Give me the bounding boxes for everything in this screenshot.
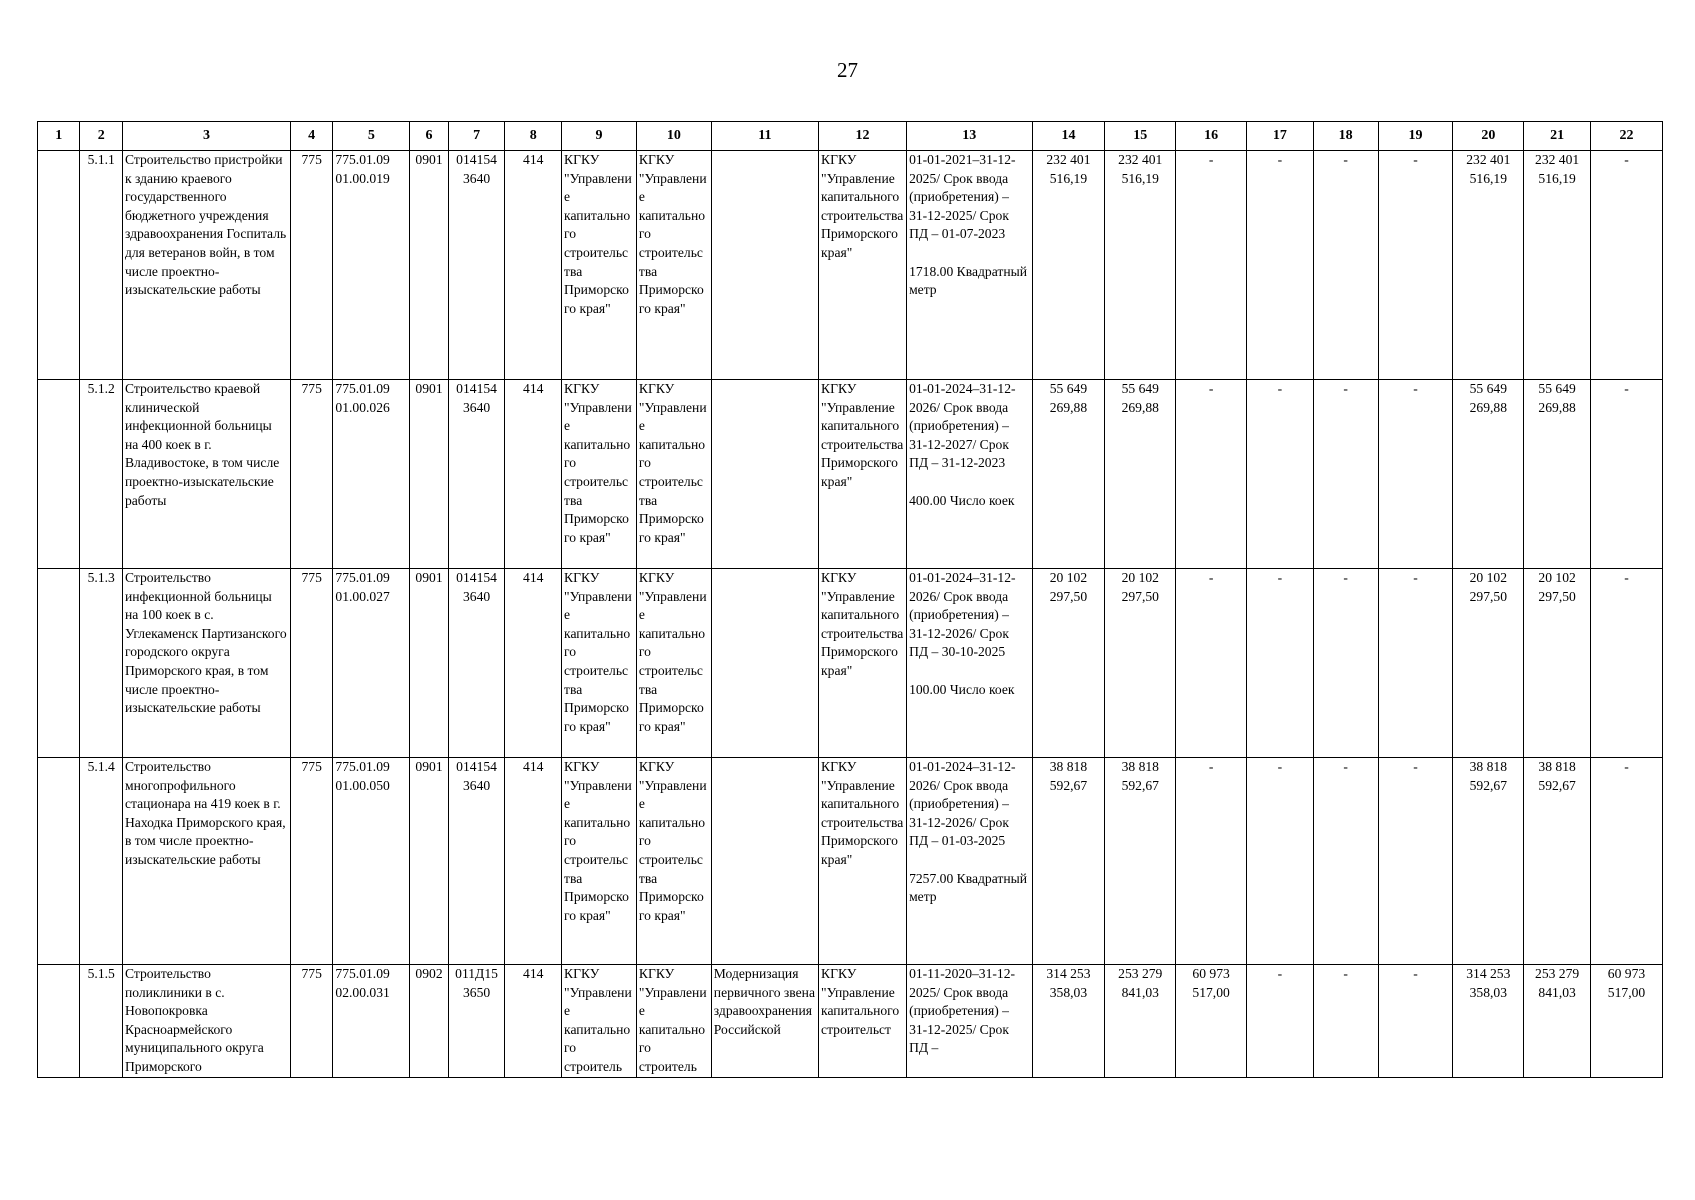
cell-amount: 20 102 297,50 (1032, 569, 1105, 758)
cell-organization: КГКУ "Управление капитального строительст (819, 965, 907, 1078)
cell-amount: 55 649 269,88 (1453, 380, 1524, 569)
col-header: 7 (448, 122, 505, 151)
cell-amount: - (1378, 569, 1453, 758)
cell-amount: - (1313, 758, 1378, 965)
cell-amount: 60 973 517,00 (1591, 965, 1663, 1078)
cell-object-name: Строительство поликлиники в с. Новопокровка Красноармейского муниципального округа Приморского (122, 965, 290, 1078)
cell-object-code: 775.01.09 01.00.026 (333, 380, 410, 569)
cell-item-number: 5.1.5 (80, 965, 122, 1078)
cell-amount: 314 253 358,03 (1032, 965, 1105, 1078)
col-header: 2 (80, 122, 122, 151)
cell-target-article: 011Д15 3650 (448, 965, 505, 1078)
col-header: 14 (1032, 122, 1105, 151)
table-row (38, 569, 1663, 758)
cell-organization: КГКУ "Управление капитального строительства Приморского края" (636, 758, 711, 965)
cell-project (711, 569, 818, 758)
cell-object-code: 775.01.09 01.00.027 (333, 569, 410, 758)
cell-amount: 38 818 592,67 (1032, 758, 1105, 965)
cell-amount: - (1591, 380, 1663, 569)
col-header: 13 (907, 122, 1032, 151)
col-header: 8 (505, 122, 562, 151)
cell-object-name: Строительство инфекционной больницы на 100 коек в с. Углекаменск Партизанского городского округа Приморского края, в том числе проектно-изыскательские работы (122, 569, 290, 758)
cell-target-article: 014154 3640 (448, 151, 505, 380)
cell-organization: КГКУ "Управление капитального строительства Приморского края" (819, 151, 907, 380)
cell-amount: 38 818 592,67 (1524, 758, 1591, 965)
col-header: 20 (1453, 122, 1524, 151)
cell-amount: 38 818 592,67 (1453, 758, 1524, 965)
col-header: 4 (290, 122, 332, 151)
col-header: 10 (636, 122, 711, 151)
col-header: 6 (410, 122, 448, 151)
header-row (38, 122, 1663, 151)
cell-amount: - (1176, 569, 1247, 758)
cell-target-article: 014154 3640 (448, 380, 505, 569)
col-header: 18 (1313, 122, 1378, 151)
cell-organization: КГКУ "Управление капитального строитель (636, 965, 711, 1078)
cell-amount: - (1247, 569, 1314, 758)
cell-section: 0901 (410, 380, 448, 569)
cell-code: 775 (290, 758, 332, 965)
cell-object-code: 775.01.09 01.00.050 (333, 758, 410, 965)
cell-amount: 55 649 269,88 (1105, 380, 1176, 569)
cell-amount: 314 253 358,03 (1453, 965, 1524, 1078)
cell-organization: КГКУ "Управление капитального строительства Приморского края" (562, 380, 637, 569)
col-header: 12 (819, 122, 907, 151)
cell-amount: 60 973 517,00 (1176, 965, 1247, 1078)
cell-amount: - (1247, 758, 1314, 965)
cell-object-name: Строительство пристройки к зданию краевого государственного бюджетного учреждения здравоохранения Госпиталь для ветеранов войн, в том числе проектно-изыскательские работы (122, 151, 290, 380)
cell-amount: 232 401 516,19 (1524, 151, 1591, 380)
cell-target-article: 014154 3640 (448, 569, 505, 758)
cell-organization: КГКУ "Управление капитального строительства Приморского края" (636, 151, 711, 380)
cell-amount: - (1591, 569, 1663, 758)
cell-object-code: 775.01.09 02.00.031 (333, 965, 410, 1078)
cell-terms: 01-01-2024–31-12-2026/ Срок ввода (приобретения) – 31-12-2026/ Срок ПД – 30-10-2025 100.00 Число коек (907, 569, 1032, 758)
cell-project (711, 151, 818, 380)
cell-amount: - (1176, 758, 1247, 965)
col-header: 22 (1591, 122, 1663, 151)
cell-target-article: 014154 3640 (448, 758, 505, 965)
cell-amount: - (1313, 151, 1378, 380)
cell-amount: - (1378, 380, 1453, 569)
col-header: 9 (562, 122, 637, 151)
cell-terms: 01-01-2021–31-12-2025/ Срок ввода (приобретения) – 31-12-2025/ Срок ПД – 01-07-2023 1718.00 Квадратный метр (907, 151, 1032, 380)
cell-amount: 232 401 516,19 (1032, 151, 1105, 380)
cell-amount: - (1591, 151, 1663, 380)
cell-amount: 232 401 516,19 (1105, 151, 1176, 380)
cell-code: 775 (290, 965, 332, 1078)
cell-section: 0902 (410, 965, 448, 1078)
cell-terms: 01-01-2024–31-12-2026/ Срок ввода (приобретения) – 31-12-2026/ Срок ПД – 01-03-2025 7257.00 Квадратный метр (907, 758, 1032, 965)
col-header: 17 (1247, 122, 1314, 151)
cell-amount: - (1378, 758, 1453, 965)
cell-index (38, 151, 80, 380)
cell-amount: 20 102 297,50 (1105, 569, 1176, 758)
cell-organization: КГКУ "Управление капитального строительства Приморского края" (636, 569, 711, 758)
cell-index (38, 380, 80, 569)
col-header: 19 (1378, 122, 1453, 151)
col-header: 3 (122, 122, 290, 151)
cell-amount: - (1378, 965, 1453, 1078)
col-header: 11 (711, 122, 818, 151)
col-header: 1 (38, 122, 80, 151)
cell-organization: КГКУ "Управление капитального строительства Приморского края" (819, 758, 907, 965)
cell-item-number: 5.1.4 (80, 758, 122, 965)
cell-code: 775 (290, 569, 332, 758)
cell-index (38, 569, 80, 758)
cell-amount: 253 279 841,03 (1524, 965, 1591, 1078)
cell-amount: - (1176, 380, 1247, 569)
cell-section: 0901 (410, 569, 448, 758)
cell-organization: КГКУ "Управление капитального строительства Приморского края" (819, 380, 907, 569)
cell-amount: 20 102 297,50 (1524, 569, 1591, 758)
cell-expense-type: 414 (505, 758, 562, 965)
table-row (38, 758, 1663, 965)
cell-expense-type: 414 (505, 569, 562, 758)
cell-object-code: 775.01.09 01.00.019 (333, 151, 410, 380)
cell-amount: 38 818 592,67 (1105, 758, 1176, 965)
cell-code: 775 (290, 151, 332, 380)
cell-item-number: 5.1.3 (80, 569, 122, 758)
cell-index (38, 965, 80, 1078)
cell-organization: КГКУ "Управление капитального строительства Приморского края" (562, 569, 637, 758)
table-row (38, 965, 1663, 1078)
cell-organization: КГКУ "Управление капитального строительства Приморского края" (819, 569, 907, 758)
objects-table (37, 121, 1663, 1078)
table-row (38, 380, 1663, 569)
cell-amount: 253 279 841,03 (1105, 965, 1176, 1078)
cell-object-name: Строительство многопрофильного стационара на 419 коек в г. Находка Приморского края, в том числе проектно-изыскательские работы (122, 758, 290, 965)
col-header: 15 (1105, 122, 1176, 151)
table-row (38, 151, 1663, 380)
cell-index (38, 758, 80, 965)
cell-code: 775 (290, 380, 332, 569)
cell-organization: КГКУ "Управление капитального строительства Приморского края" (562, 758, 637, 965)
cell-amount: - (1247, 380, 1314, 569)
col-header: 21 (1524, 122, 1591, 151)
cell-terms: 01-01-2024–31-12-2026/ Срок ввода (приобретения) – 31-12-2027/ Срок ПД – 31-12-2023 400.00 Число коек (907, 380, 1032, 569)
cell-amount: - (1247, 965, 1314, 1078)
cell-organization: КГКУ "Управление капитального строитель (562, 965, 637, 1078)
cell-section: 0901 (410, 151, 448, 380)
cell-amount: - (1247, 151, 1314, 380)
col-header: 5 (333, 122, 410, 151)
cell-item-number: 5.1.1 (80, 151, 122, 380)
cell-item-number: 5.1.2 (80, 380, 122, 569)
cell-amount: - (1313, 569, 1378, 758)
cell-project (711, 380, 818, 569)
cell-amount: 232 401 516,19 (1453, 151, 1524, 380)
page-number: 27 (837, 58, 858, 82)
cell-amount: - (1313, 965, 1378, 1078)
cell-expense-type: 414 (505, 151, 562, 380)
cell-amount: - (1591, 758, 1663, 965)
cell-organization: КГКУ "Управление капитального строительства Приморского края" (636, 380, 711, 569)
cell-expense-type: 414 (505, 965, 562, 1078)
cell-object-name: Строительство краевой клинической инфекционной больницы на 400 коек в г. Владивостоке, в том числе проектно-изыскательские работы (122, 380, 290, 569)
cell-expense-type: 414 (505, 380, 562, 569)
cell-section: 0901 (410, 758, 448, 965)
cell-amount: - (1378, 151, 1453, 380)
cell-project (711, 758, 818, 965)
cell-terms: 01-11-2020–31-12-2025/ Срок ввода (приобретения) – 31-12-2025/ Срок ПД – (907, 965, 1032, 1078)
cell-amount: - (1176, 151, 1247, 380)
cell-amount: 55 649 269,88 (1524, 380, 1591, 569)
cell-project: Модернизация первичного звена здравоохранения Российской (711, 965, 818, 1078)
cell-amount: - (1313, 380, 1378, 569)
cell-organization: КГКУ "Управление капитального строительства Приморского края" (562, 151, 637, 380)
cell-amount: 55 649 269,88 (1032, 380, 1105, 569)
col-header: 16 (1176, 122, 1247, 151)
cell-amount: 20 102 297,50 (1453, 569, 1524, 758)
